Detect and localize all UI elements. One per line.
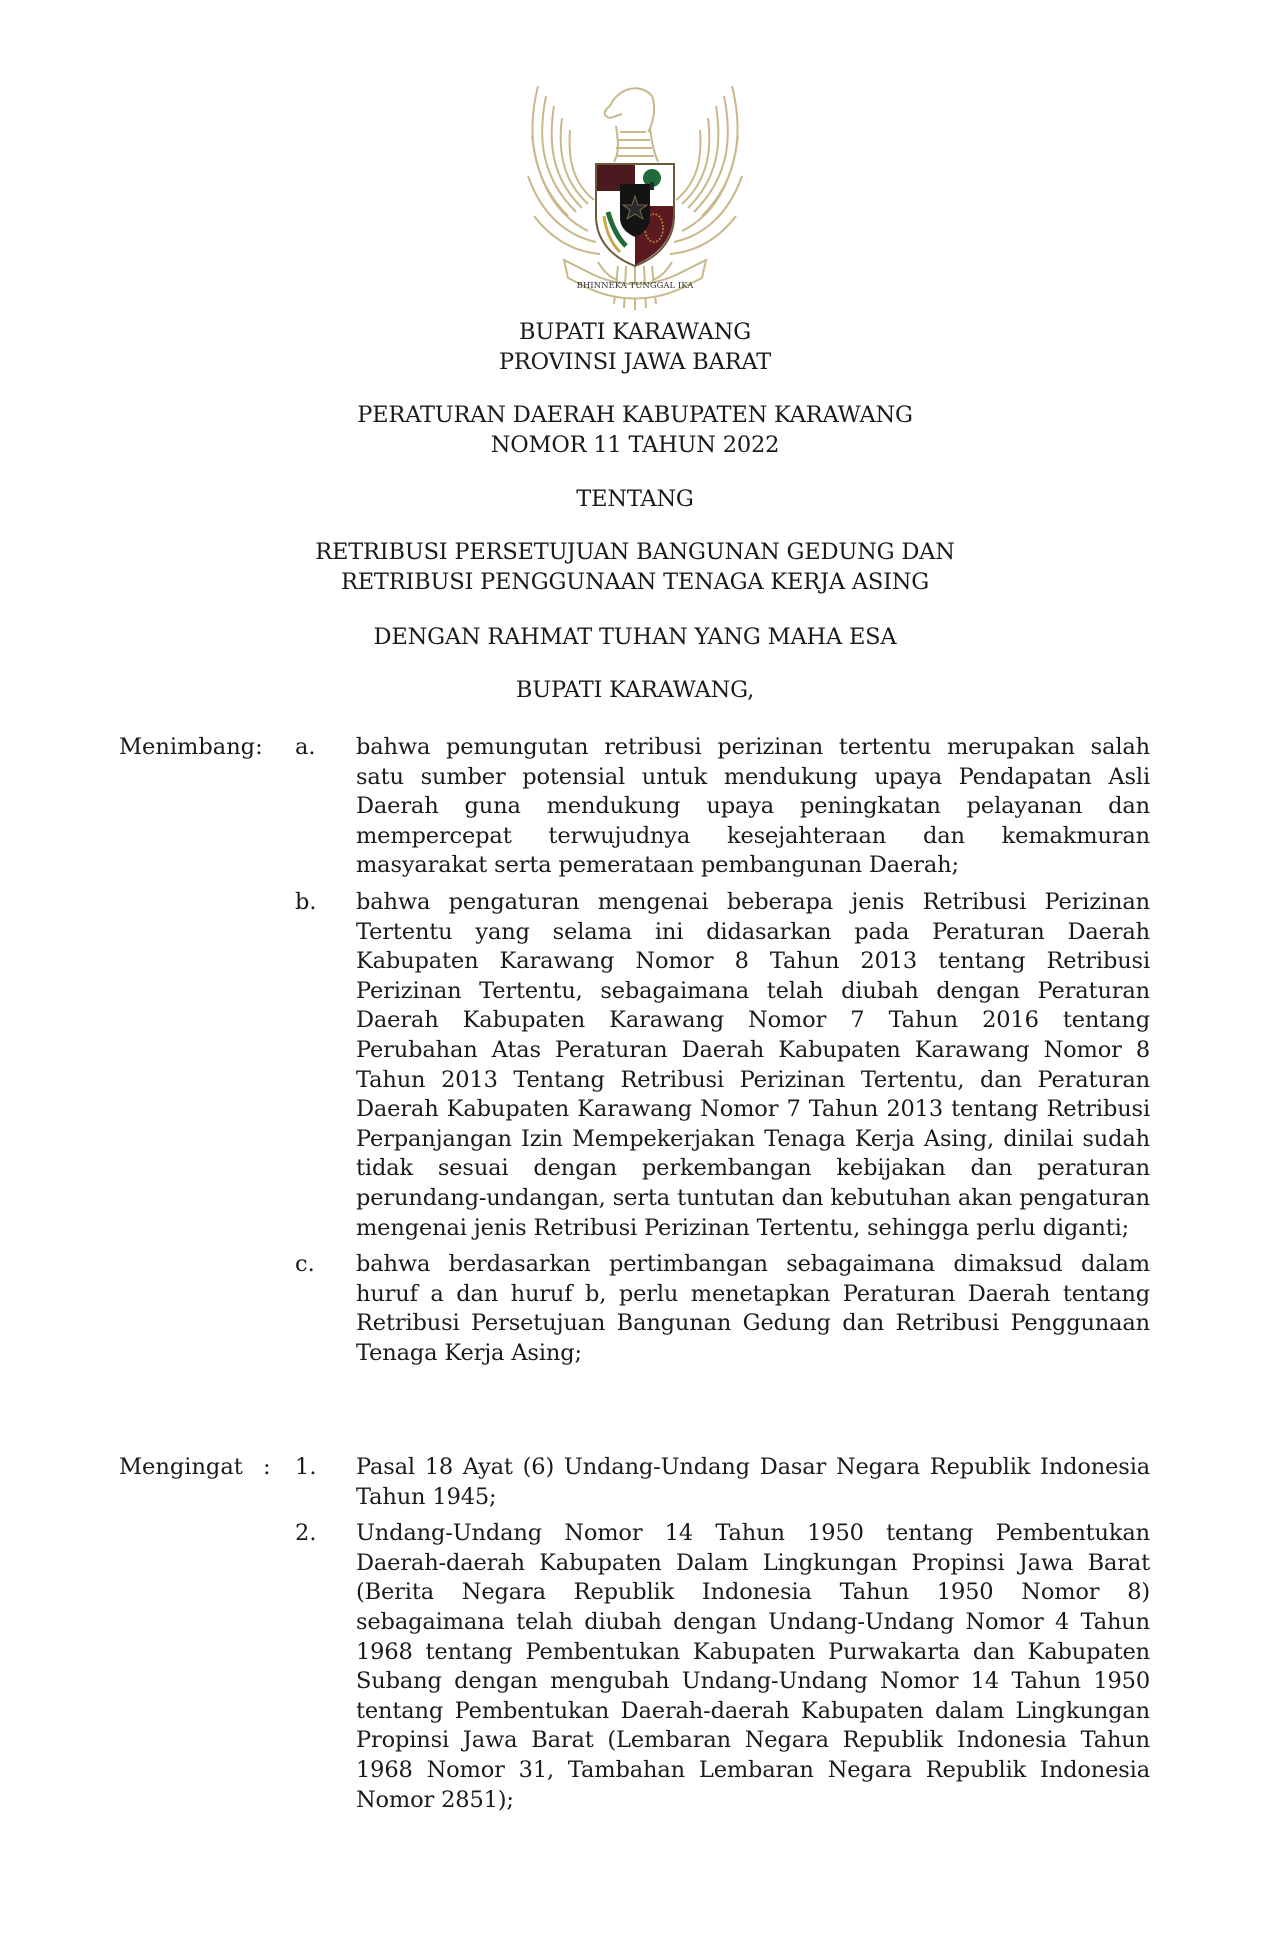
issuer-block (0, 318, 1270, 377)
about-block (0, 485, 1270, 515)
signatory-block (0, 676, 1270, 706)
legal-basis-item-1 (119, 1453, 1150, 1512)
regulation-title: PERATURAN DAERAH KABUPATEN KARAWANG (357, 402, 913, 428)
about-heading: TENTANG (576, 486, 694, 512)
consideration-item-c (119, 1250, 1150, 1368)
section-colon: : (255, 734, 263, 760)
regulation-number: NOMOR 11 TAHUN 2022 (490, 431, 780, 458)
consideration-item-a (119, 733, 1150, 881)
section-colon: : (263, 1454, 271, 1480)
issuer-title: BUPATI KARAWANG (519, 319, 751, 345)
item-marker: a. (295, 734, 316, 760)
item-text: Undang-Undang Nomor 14 Tahun 1950 tentang Pembentukan Daerah-daerah Kabupaten Dalam Lingkungan Propinsi Jawa Barat (Berita Negara Republik Indonesia Tahun 1950 Nomor 8) sebagaimana telah diubah dengan Undang-Undang Nomor 4 Tahun 1968 tentang Pembentukan Kabupaten Purwakarta dan Kabupaten Subang dengan mengubah Undang-Undang Nomor 14 Tahun 1950 tentang Pembentukan Daerah-daerah Kabupaten dalam Lingkungan Propinsi Jawa Barat (Lembaran Negara Republik Indonesia Tahun 1968 Nomor 31, Tambahan Lembaran Negara Republik Indonesia Nomor 2851); (356, 1520, 1150, 1813)
subject-block (0, 538, 1270, 597)
issuer-province: PROVINSI JAWA BARAT (498, 348, 772, 375)
item-marker: c. (295, 1251, 315, 1278)
subject-line-2: RETRIBUSI PENGGUNAAN TENAGA KERJA ASING (340, 568, 930, 595)
signatory-text: BUPATI KARAWANG, (515, 677, 755, 703)
subject-line-1: RETRIBUSI PERSETUJUAN BANGUNAN GEDUNG DAN (315, 539, 955, 565)
invocation-block (0, 623, 1270, 653)
item-text: bahwa pengaturan mengenai beberapa jenis Retribusi Perizinan Tertentu yang selama ini didasarkan pada Peraturan Daerah Kabupaten Karawang Nomor 8 Tahun 2013 tentang Retribusi Perizinan Tertentu, sebagaimana telah diubah dengan Peraturan Daerah Kabupaten Karawang Nomor 7 Tahun 2016 tentang Perubahan Atas Peraturan Daerah Kabupaten Karawang Nomor 8 Tahun 2013 Tentang Retribusi Perizinan Tertentu, dan Peraturan Daerah Kabupaten Karawang Nomor 7 Tahun 2013 tentang Retribusi Perpanjangan Izin Mempekerjakan Tenaga Kerja Asing, dinilai sudah tidak sesuai dengan perkembangan kebijakan dan peraturan perundang-undangan, serta tuntutan dan kebutuhan akan pengaturan mengenai jenis Retribusi Perizinan Tertentu, sehingga perlu diganti; (356, 888, 1150, 1241)
invocation-text: DENGAN RAHMAT TUHAN YANG MAHA ESA (373, 624, 897, 650)
emblem-shield (596, 164, 674, 266)
regulation-block (0, 401, 1270, 460)
item-marker: 1. (295, 1454, 317, 1480)
consideration-item-b (119, 888, 1150, 1243)
item-text: bahwa pemungutan retribusi perizinan tertentu merupakan salah satu sumber potensial untuk mendukung upaya Pendapatan Asli Daerah guna mendukung upaya peningkatan pelayanan dan mempercepat terwujudnya kesejahteraan dan kemakmuran masyarakat serta pemerataan pembangunan Daerah; (356, 734, 1150, 879)
section-label: Mengingat (119, 1454, 243, 1480)
item-text: Pasal 18 Ayat (6) Undang-Undang Dasar Negara Republik Indonesia Tahun 1945; (356, 1454, 1150, 1510)
emblem-motto: BHINNEKA TUNGGAL IKA (576, 281, 694, 291)
item-marker: b. (295, 888, 317, 915)
garuda-pancasila-emblem-icon (518, 66, 752, 316)
item-text: bahwa berdasarkan pertimbangan sebagaimana dimaksud dalam huruf a dan huruf b, perlu menetapkan Peraturan Daerah tentang Retribusi Persetujuan Bangunan Gedung dan Retribusi Penggunaan Tenaga Kerja Asing; (356, 1251, 1150, 1366)
section-menimbang (119, 733, 1150, 1375)
legal-basis-item-2 (119, 1519, 1150, 1815)
item-marker: 2. (295, 1520, 317, 1547)
section-label: Menimbang (119, 734, 256, 760)
section-mengingat (119, 1453, 1150, 1822)
